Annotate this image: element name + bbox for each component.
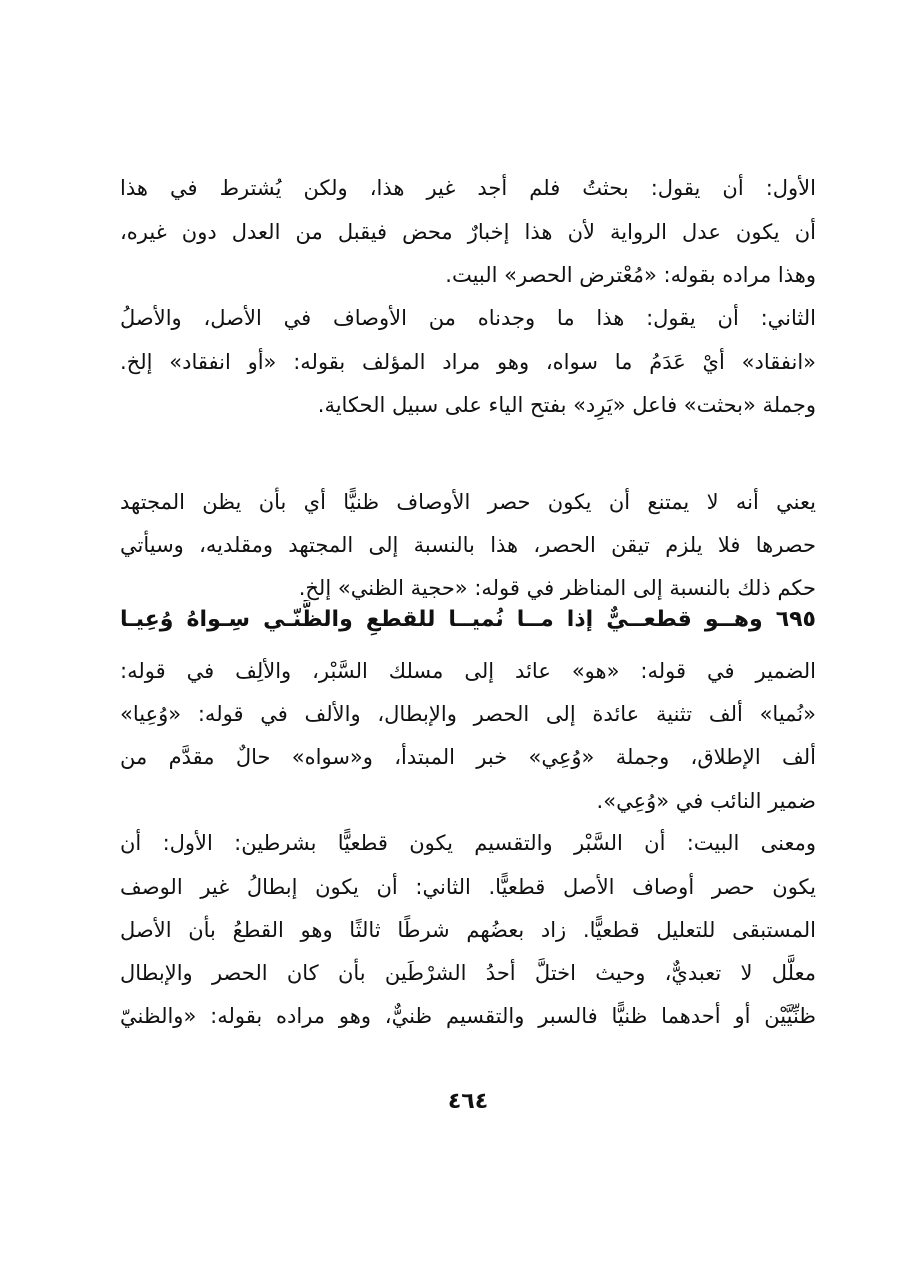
- text-line: يعني أنه لا يمتنع أن يكون حصر الأوصاف ظنيًّا أي بأن يظن المجتهد: [120, 490, 816, 514]
- text-line: الأول: أن يقول: بحثتُ فلم أجد غير هذا، ولكن يُشترط في هذا: [120, 176, 816, 200]
- text-line: حصرها فلا يلزم تيقن الحصر، هذا بالنسبة إلى المجتهد ومقلديه، وسيأتي: [120, 533, 816, 557]
- text-line: معلَّل لا تعبديٌّ، وحيث اختلَّ أحدُ الشرْطَين بأن كان الحصر والإبطال: [120, 961, 816, 985]
- page-number: ٤٦٤: [447, 1089, 489, 1114]
- text-line: «نُميا» ألف تثنية عائدة إلى الحصر والإبطال، والألف في قوله: «وُعِيا»: [120, 702, 816, 726]
- text-line: ظنِّيَّيْن أو أحدهما ظنيًّا فالسبر والتقسيم ظنيٌّ، وهو مراده بقوله: «والظنيّ: [120, 1004, 816, 1028]
- text-line: «انفقاد» أيْ عَدَمُ ما سواه، وهو مراد المؤلف بقوله: «أو انفقاد» إلخ.: [120, 350, 816, 374]
- text-line: أن يكون عدل الرواية لأن هذا إخبارٌ محض فيقبل من العدل دون غيره،: [120, 220, 816, 244]
- text-line: ألف الإطلاق، وجملة «وُعِي» خبر المبتدأ، و«سواه» حالٌ مقدَّم من: [120, 745, 816, 769]
- text-line: ضمير النائب في «وُعِي».: [596, 789, 816, 813]
- text-line: المستبقى للتعليل قطعيًّا. زاد بعضُهم شرطًا ثالثًا وهو القطعُ بأن الأصل: [120, 918, 816, 942]
- text-line: يكون حصر أوصاف الأصل قطعيًّا. الثاني: أن يكون إبطالُ غير الوصف: [120, 875, 816, 899]
- text-line: حكم ذلك بالنسبة إلى المناظر في قوله: «حجية الظني» إلخ.: [298, 576, 816, 600]
- text-line: الثاني: أن يقول: هذا ما وجدناه من الأوصاف في الأصل، والأصلُ: [120, 306, 816, 330]
- document-page: [120, 0, 816, 1271]
- text-line: وجملة «بحثت» فاعل «يَرِد» بفتح الياء على سبيل الحكاية.: [317, 393, 816, 417]
- verse-line: ٦٩٥ وهــو قطعــيٌّ إذا مــا نُميــا للقطعِ والظَّنّـي سِـواهُ وُعِيـا: [120, 607, 816, 632]
- text-line: الضمير في قوله: «هو» عائد إلى مسلك السَّبْر، والألِف في قوله:: [120, 659, 816, 683]
- text-line: ومعنى البيت: أن السَّبْر والتقسيم يكون قطعيًّا بشرطين: الأول: أن: [120, 831, 816, 855]
- text-line: وهذا مراده بقوله: «مُعْترض الحصر» البيت.: [445, 263, 816, 287]
